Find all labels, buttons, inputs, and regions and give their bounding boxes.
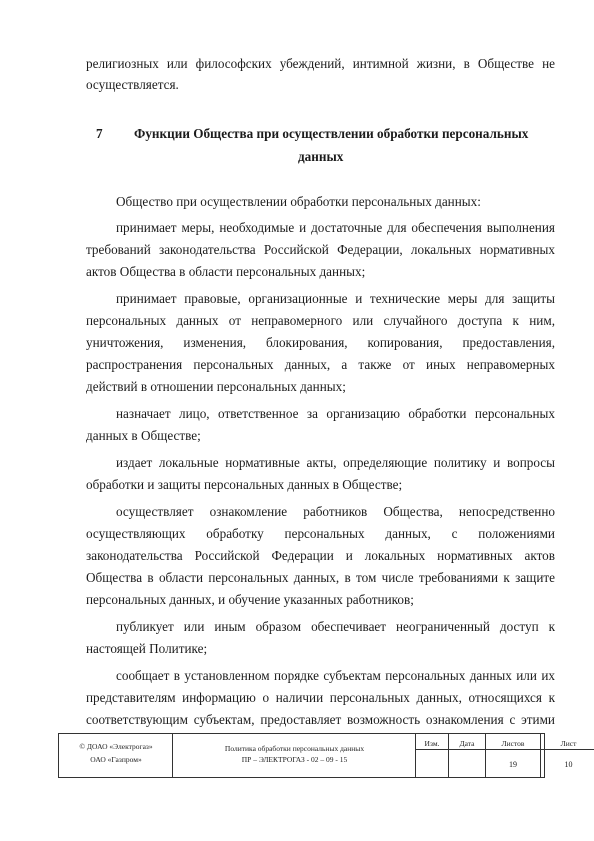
footer-sheets-value: 19 (509, 760, 517, 769)
body-line: представителям информацию о наличии персональных данных, относящихся к (86, 690, 555, 705)
body-line: актов Общества в области персональных данных; (86, 264, 366, 279)
footer-sheet-value: 10 (564, 760, 573, 769)
body-line: принимает меры, необходимые и достаточные для обеспечения выполнения (116, 220, 555, 235)
footer-izm-header: Изм. (424, 739, 440, 748)
footer-doc-title: Политика обработки персональных данных (224, 744, 365, 753)
footer-sheet-cell (541, 734, 594, 777)
body-line: персональных данных, и обучение указанных работников; (86, 592, 414, 607)
footer-sheets-cell (486, 734, 541, 777)
body-line: обработки и защиты персональных данных в Обществе; (86, 477, 403, 492)
body-line: уничтожения, изменения, блокирования, копирования, предоставления, (86, 335, 555, 350)
body-line: действий в отношении персональных данных; (86, 379, 346, 394)
footer-sheet-header: Лист (560, 739, 577, 748)
body-line: Общество при осуществлении обработки персональных данных: (116, 194, 481, 209)
footer-org-cell (59, 734, 173, 777)
footer-sheets-header: Листов (501, 739, 525, 748)
body-line: принимает правовые, организационные и технические меры для защиты (116, 291, 555, 306)
body-line: законодательства Российской Федерации и локальных нормативных актов (86, 548, 555, 563)
footer-stamp-table (58, 733, 577, 778)
body-line: данных в Обществе; (86, 428, 201, 443)
body-line: требований законодательства Российской Федерации, локальных нормативных (86, 242, 555, 257)
section-title-line-2: данных (298, 149, 344, 164)
body-line: публикует или иным образом обеспечивает неограниченный доступ к (116, 619, 555, 634)
footer-doc-code: ПР – ЭЛЕКТРОГАЗ - 02 – 09 - 15 (241, 755, 348, 764)
footer-date-cell (449, 734, 486, 777)
footer-org-line-1: © ДОАО «Электрогаз» (79, 742, 153, 751)
footer-org-line-2: ОАО «Газпром» (90, 755, 142, 764)
footer-izm-cell (416, 734, 449, 777)
body-line: религиозных или философских убеждений, интимной жизни, в Обществе не (86, 56, 555, 71)
body-line: сообщает в установленном порядке субъектам персональных данных или их (116, 668, 555, 683)
footer-date-header: Дата (459, 739, 475, 748)
body-line: осуществляющих обработку персональных данных, с положениями (86, 526, 555, 541)
footer-title-cell (173, 734, 416, 777)
body-line: персональных данных от неправомерного или случайного доступа к ним, (86, 313, 555, 328)
body-line: осуществляет ознакомление работников Общества, непосредственно (116, 504, 555, 519)
body-line: настоящей Политике; (86, 641, 208, 656)
body-line: назначает лицо, ответственное за организацию обработки персональных (116, 406, 555, 421)
body-line: издает локальные нормативные акты, определяющие политику и вопросы (116, 455, 555, 470)
section-title-line-1: Функции Общества при осуществлении обработки персональных (134, 126, 529, 141)
body-line: распространения персональных данных, а также от иных неправомерных (86, 357, 555, 372)
section-number: 7 (96, 126, 103, 141)
body-line: соответствующим субъектам, предоставляет возможность ознакомления с этими (86, 712, 555, 727)
body-line: Общества в области персональных данных, в том числе требованиями к защите (86, 570, 555, 585)
body-line: осуществляется. (86, 77, 179, 92)
